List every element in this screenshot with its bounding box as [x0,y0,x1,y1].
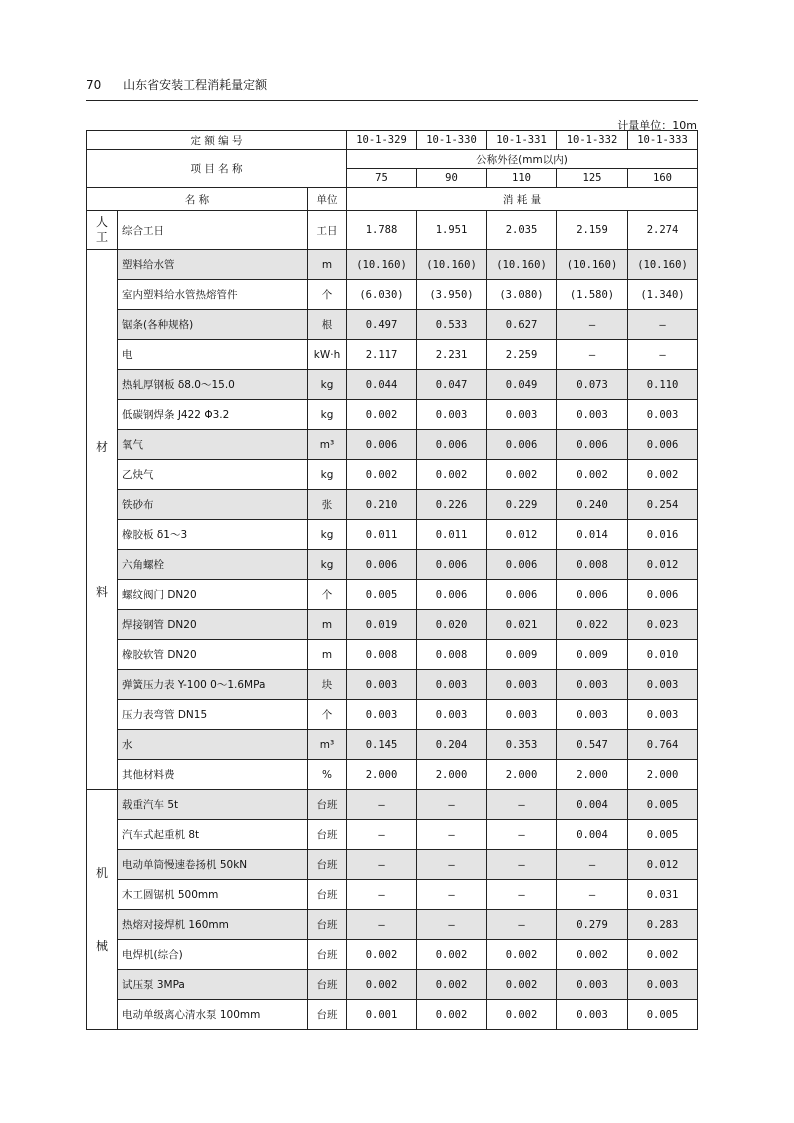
consumption-value: 0.003 [628,970,698,1000]
table-row [87,970,698,1000]
consumption-value: 2.274 [628,211,698,250]
consumption-value: (3.950) [417,280,487,310]
consumption-value: 0.047 [417,370,487,400]
consumption-value: — [557,850,628,880]
consumption-value: 2.000 [557,760,628,790]
consumption-value: 0.002 [628,940,698,970]
consumption-value: 0.353 [487,730,557,760]
consumption-value: 0.279 [557,910,628,940]
group-label: 材 料 [87,250,118,790]
consumption-value: — [347,820,417,850]
consumption-value: 0.010 [628,640,698,670]
consumption-value: 0.002 [487,1000,557,1030]
item-name: 电焊机(综合) [118,940,308,970]
consumption-value: (10.160) [417,250,487,280]
consumption-value: — [417,790,487,820]
item-unit: m [308,640,347,670]
consumption-value: 2.000 [487,760,557,790]
consumption-value: 0.005 [628,790,698,820]
item-name: 六角螺栓 [118,550,308,580]
consumption-value: 1.951 [417,211,487,250]
item-unit: 台班 [308,820,347,850]
size-value: 110 [487,169,557,188]
consumption-value: 0.002 [557,460,628,490]
consumption-value: 0.254 [628,490,698,520]
consumption-value: 0.012 [628,550,698,580]
quota-code: 10-1-331 [487,131,557,150]
item-unit: 个 [308,580,347,610]
item-name: 水 [118,730,308,760]
consumption-value: 0.006 [628,430,698,460]
consumption-value: 0.006 [417,430,487,460]
consumption-value: 0.003 [417,400,487,430]
table-row [87,370,698,400]
item-unit: m³ [308,430,347,460]
consumption-value: 0.005 [628,1000,698,1030]
item-name: 电动单级离心清水泵 100mm [118,1000,308,1030]
consumption-value: 0.031 [628,880,698,910]
consumption-value: 0.005 [347,580,417,610]
consumption-value: 1.788 [347,211,417,250]
table-row [87,280,698,310]
consumption-value: 0.008 [347,640,417,670]
consumption-value: 0.020 [417,610,487,640]
consumption-value: — [417,850,487,880]
consumption-value: — [487,820,557,850]
consumption-value: — [487,880,557,910]
consumption-value: 0.003 [557,670,628,700]
consumption-value: 0.006 [487,430,557,460]
group-label: 机 械 [87,790,118,1030]
consumption-value: 0.002 [487,460,557,490]
table-row [87,730,698,760]
consumption-value: 0.497 [347,310,417,340]
quota-code: 10-1-330 [417,131,487,150]
consumption-value: 0.006 [628,580,698,610]
consumption-value: (6.030) [347,280,417,310]
consumption-value: 0.006 [347,430,417,460]
consumption-value: — [557,880,628,910]
consumption-value: 0.003 [628,670,698,700]
item-name: 热轧厚钢板 δ8.0～15.0 [118,370,308,400]
consumption-value: 0.006 [417,580,487,610]
size-value: 160 [628,169,698,188]
consumption-value: 2.000 [347,760,417,790]
table-row [87,211,698,250]
column-header-row [87,188,698,211]
item-name: 电动单筒慢速卷扬机 50kN [118,850,308,880]
item-name: 其他材料费 [118,760,308,790]
consumption-value: 0.002 [417,1000,487,1030]
consumption-value: 0.073 [557,370,628,400]
table-row [87,520,698,550]
consumption-value: 0.002 [347,970,417,1000]
item-name: 氧气 [118,430,308,460]
quota-code-row [87,131,698,150]
consumption-value: 0.009 [487,640,557,670]
consumption-value: 0.002 [347,400,417,430]
consumption-value: 0.008 [557,550,628,580]
consumption-value: (10.160) [487,250,557,280]
consumption-value: — [487,910,557,940]
consumption-value: 0.006 [487,580,557,610]
size-value: 90 [417,169,487,188]
item-name: 低碳钢焊条 J422 Φ3.2 [118,400,308,430]
item-name: 载重汽车 5t [118,790,308,820]
consumption-header: 消 耗 量 [347,188,698,211]
consumption-value: 0.002 [347,460,417,490]
table-row [87,910,698,940]
consumption-value: 0.003 [417,700,487,730]
table-row [87,400,698,430]
table-row [87,580,698,610]
consumption-value: 0.006 [347,550,417,580]
item-name: 电 [118,340,308,370]
group-label: 人 工 [87,211,118,250]
consumption-value: 0.005 [628,820,698,850]
consumption-value: 0.226 [417,490,487,520]
page-header [86,76,698,93]
item-unit: kg [308,370,347,400]
consumption-value: 0.003 [557,970,628,1000]
consumption-value: 0.012 [628,850,698,880]
item-name: 试压泵 3MPa [118,970,308,1000]
consumption-value: 0.044 [347,370,417,400]
consumption-value: 0.002 [487,970,557,1000]
name-column-header: 名 称 [87,188,308,211]
consumption-value: 0.002 [347,940,417,970]
spec-label: 公称外径(mm以内) [347,150,698,169]
item-unit: kW·h [308,340,347,370]
table-row [87,790,698,820]
consumption-value: 0.002 [417,970,487,1000]
consumption-value: 0.049 [487,370,557,400]
item-unit: 个 [308,700,347,730]
item-unit: 块 [308,670,347,700]
consumption-value: 0.003 [557,700,628,730]
consumption-value: — [347,910,417,940]
item-unit: m³ [308,730,347,760]
item-name: 综合工日 [118,211,308,250]
item-name: 塑料给水管 [118,250,308,280]
quota-code: 10-1-333 [628,131,698,150]
header-rule [86,100,698,101]
consumption-value: 0.204 [417,730,487,760]
consumption-value: 0.021 [487,610,557,640]
consumption-value: 0.547 [557,730,628,760]
table-row [87,490,698,520]
consumption-value: 0.283 [628,910,698,940]
consumption-value: — [347,880,417,910]
consumption-value: 0.003 [417,670,487,700]
item-unit: kg [308,400,347,430]
consumption-value: 0.110 [628,370,698,400]
consumption-value: 0.023 [628,610,698,640]
consumption-value: 2.000 [417,760,487,790]
consumption-value: 0.022 [557,610,628,640]
quota-code: 10-1-329 [347,131,417,150]
consumption-value: — [628,340,698,370]
consumption-value: — [557,340,628,370]
consumption-value: 0.627 [487,310,557,340]
table-row [87,460,698,490]
consumption-value: 0.003 [487,400,557,430]
consumption-value: 2.117 [347,340,417,370]
item-unit: 张 [308,490,347,520]
consumption-value: 0.002 [417,940,487,970]
item-name: 橡胶软管 DN20 [118,640,308,670]
consumption-value: — [347,790,417,820]
item-unit: 台班 [308,850,347,880]
consumption-value: 0.002 [628,460,698,490]
consumption-value: — [487,790,557,820]
item-unit: 台班 [308,940,347,970]
consumption-value: 0.003 [557,400,628,430]
table-row [87,700,698,730]
table-row [87,250,698,280]
item-name: 乙炔气 [118,460,308,490]
item-unit: 根 [308,310,347,340]
item-unit: 台班 [308,910,347,940]
item-name: 铁砂布 [118,490,308,520]
item-name: 橡胶板 δ1～3 [118,520,308,550]
item-name: 压力表弯管 DN15 [118,700,308,730]
consumption-value: — [347,850,417,880]
item-unit: kg [308,550,347,580]
consumption-value: 0.008 [417,640,487,670]
item-name: 室内塑料给水管热熔管件 [118,280,308,310]
consumption-value: 0.002 [417,460,487,490]
consumption-value: 0.003 [487,670,557,700]
consumption-value: 0.003 [557,1000,628,1030]
consumption-value: (1.580) [557,280,628,310]
item-unit: 个 [308,280,347,310]
consumption-value: (10.160) [557,250,628,280]
consumption-value: 0.004 [557,790,628,820]
consumption-value: 0.004 [557,820,628,850]
table-row [87,670,698,700]
table-row [87,880,698,910]
consumption-value: 0.210 [347,490,417,520]
quota-code: 10-1-332 [557,131,628,150]
consumption-value: — [417,820,487,850]
consumption-value: 0.533 [417,310,487,340]
quota-code-label: 定 额 编 号 [87,131,347,150]
consumption-value: (10.160) [628,250,698,280]
consumption-value: 0.019 [347,610,417,640]
consumption-value: 0.764 [628,730,698,760]
consumption-value: — [417,880,487,910]
item-name: 锯条(各种规格) [118,310,308,340]
item-unit: kg [308,520,347,550]
item-unit: m [308,610,347,640]
table-row [87,640,698,670]
table-row [87,430,698,460]
item-unit: % [308,760,347,790]
consumption-value: — [487,850,557,880]
consumption-value: 0.240 [557,490,628,520]
table-row [87,550,698,580]
page-number: 70 [86,78,102,92]
consumption-value: 0.145 [347,730,417,760]
item-unit: kg [308,460,347,490]
consumption-value: — [417,910,487,940]
item-unit: 台班 [308,970,347,1000]
consumption-value: (10.160) [347,250,417,280]
consumption-value: 2.259 [487,340,557,370]
consumption-value: 0.011 [417,520,487,550]
consumption-value: 0.003 [628,700,698,730]
consumption-value: 0.009 [557,640,628,670]
item-unit: m [308,250,347,280]
item-unit: 台班 [308,790,347,820]
item-unit: 工日 [308,211,347,250]
unit-column-header: 单位 [308,188,347,211]
table-row [87,1000,698,1030]
table-row [87,820,698,850]
consumption-value: (3.080) [487,280,557,310]
consumption-value: 0.003 [628,400,698,430]
book-title: 山东省安装工程消耗量定额 [123,78,268,92]
item-name-label: 项 目 名 称 [87,150,347,188]
consumption-value: 0.011 [347,520,417,550]
table-row [87,310,698,340]
table-row [87,760,698,790]
item-unit: 台班 [308,1000,347,1030]
consumption-value: 0.003 [347,670,417,700]
item-name: 木工圆锯机 500mm [118,880,308,910]
consumption-value: 0.006 [557,580,628,610]
consumption-value: 0.014 [557,520,628,550]
consumption-value: 0.002 [487,940,557,970]
table-row [87,940,698,970]
consumption-value: 2.231 [417,340,487,370]
consumption-value: 0.001 [347,1000,417,1030]
consumption-value: 0.003 [487,700,557,730]
consumption-value: (1.340) [628,280,698,310]
consumption-value: — [628,310,698,340]
item-name: 焊接钢管 DN20 [118,610,308,640]
consumption-value: 0.006 [487,550,557,580]
consumption-value: 0.002 [557,940,628,970]
item-name: 热熔对接焊机 160mm [118,910,308,940]
consumption-value: 0.006 [417,550,487,580]
consumption-value: 0.006 [557,430,628,460]
item-name: 弹簧压力表 Y-100 0～1.6MPa [118,670,308,700]
consumption-value: 2.035 [487,211,557,250]
measurement-unit: 计量单位：10m [617,119,697,132]
table-row [87,340,698,370]
consumption-value: 2.159 [557,211,628,250]
item-name: 螺纹阀门 DN20 [118,580,308,610]
consumption-value: 0.003 [347,700,417,730]
consumption-value: 2.000 [628,760,698,790]
consumption-value: 0.012 [487,520,557,550]
table-row [87,610,698,640]
table-row [87,850,698,880]
consumption-value: 0.016 [628,520,698,550]
size-value: 75 [347,169,417,188]
consumption-value: — [557,310,628,340]
size-value: 125 [557,169,628,188]
spec-row [87,150,698,169]
item-name: 汽车式起重机 8t [118,820,308,850]
consumption-table [86,130,698,1030]
consumption-value: 0.229 [487,490,557,520]
item-unit: 台班 [308,880,347,910]
